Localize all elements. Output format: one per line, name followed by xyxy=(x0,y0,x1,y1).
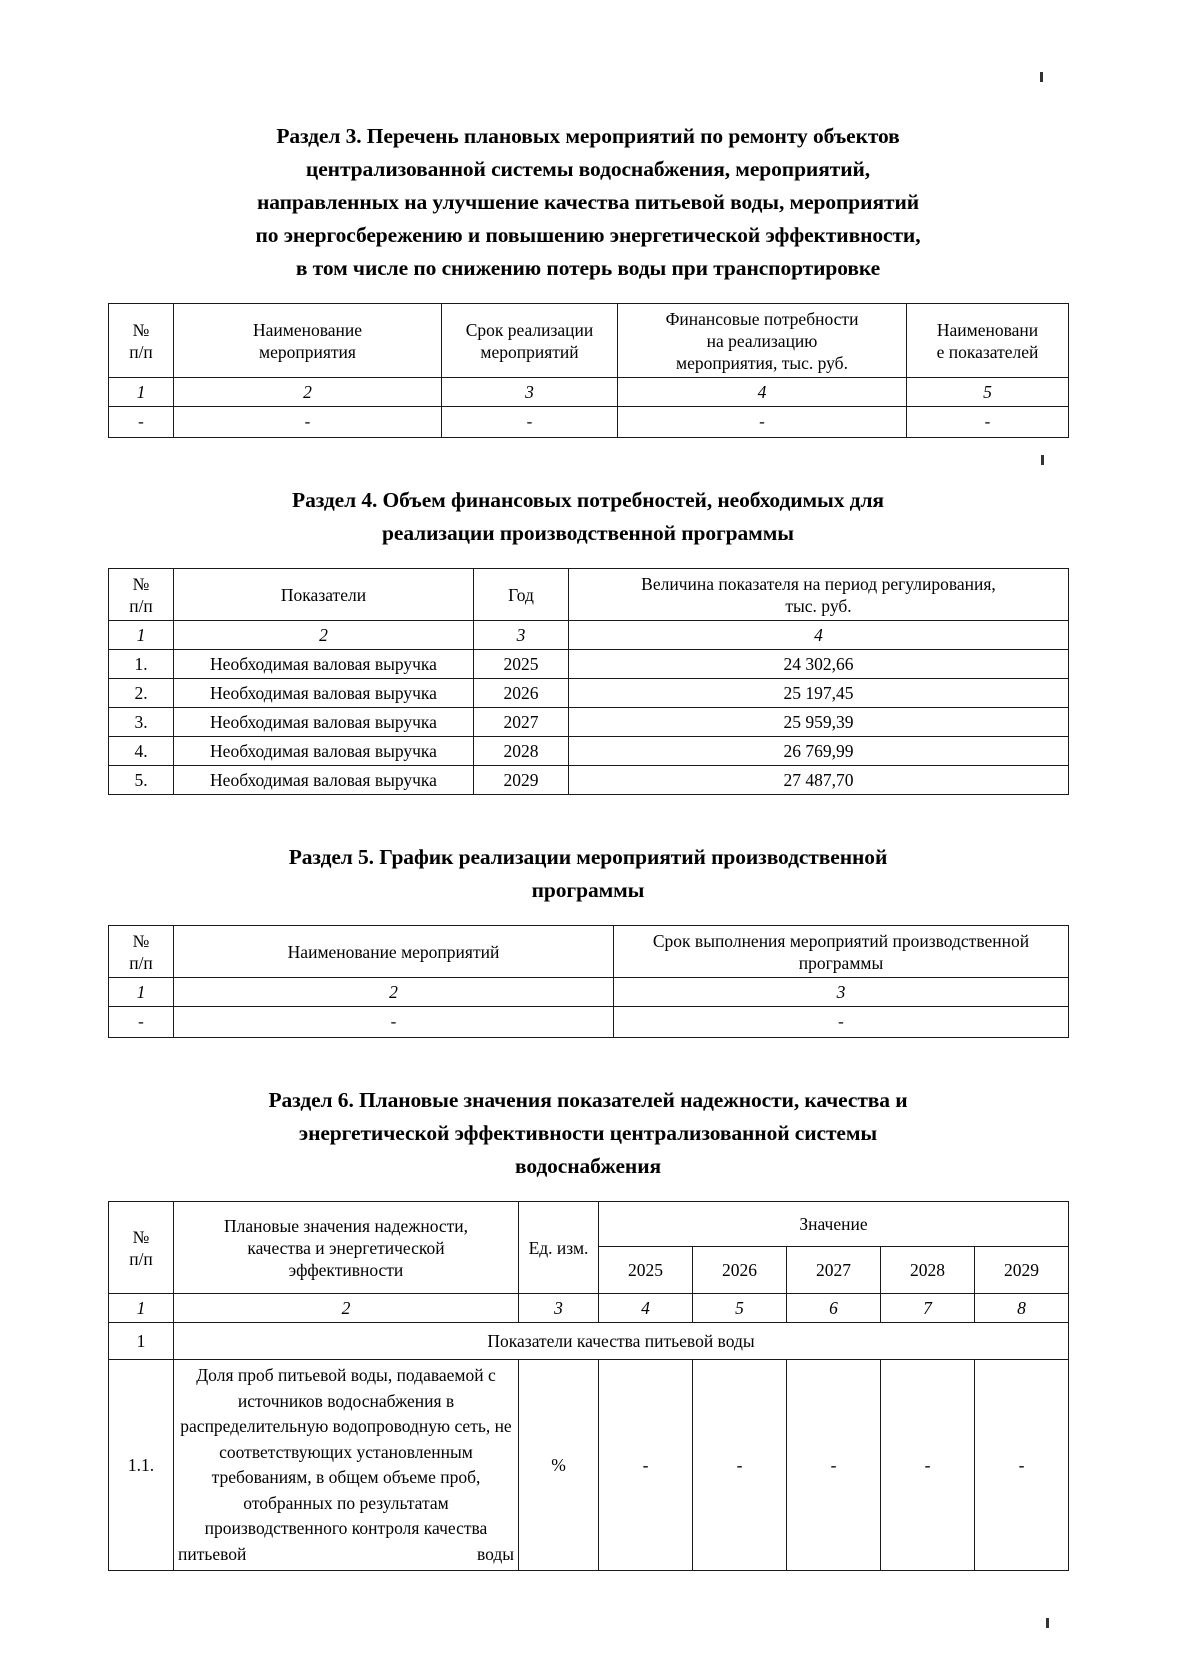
section6-heading-line-1: Раздел 6. Плановые значения показателей надежности, качества и xyxy=(268,1088,908,1112)
header-planned-line2: качества и энергетической xyxy=(247,1237,445,1258)
header-cell-unit: Ед. изм. xyxy=(519,1202,599,1294)
header-indicators-line1: Наименовани xyxy=(936,319,1039,340)
header-finance-line1: Финансовые потребности xyxy=(665,308,859,329)
table-header-row xyxy=(109,569,1069,621)
table-row xyxy=(109,1360,1069,1571)
table-header-row xyxy=(109,304,1069,378)
table-numbering-row xyxy=(109,978,1069,1007)
header-cell-no xyxy=(109,1202,174,1294)
section5-heading-line-2: программы xyxy=(531,878,645,902)
row-indicator: Необходимая валовая выручка xyxy=(174,679,474,708)
section6-table xyxy=(108,1201,1069,1571)
section4-heading-line-2: реализации производственной программы xyxy=(382,521,794,545)
table-numbering-row xyxy=(109,378,1069,407)
spacer xyxy=(108,1038,1068,1084)
numbering-cell: 3 xyxy=(519,1294,599,1323)
section3-table xyxy=(108,303,1069,438)
header-finance-line3: мероприятия, тыс. руб. xyxy=(676,352,848,373)
header-term-line1: Срок реализации xyxy=(465,319,594,340)
row-value: 27 487,70 xyxy=(569,766,1069,795)
numbering-cell: 1 xyxy=(109,378,174,407)
table-numbering-row xyxy=(109,621,1069,650)
group-row-label: Показатели качества питьевой воды xyxy=(174,1323,1069,1360)
row-indicator: Необходимая валовая выручка xyxy=(174,708,474,737)
spacer xyxy=(108,438,1068,484)
table-header-row-top xyxy=(109,1202,1069,1247)
table-header-row xyxy=(109,926,1069,978)
row-value-2027: - xyxy=(787,1360,881,1571)
numbering-cell: 2 xyxy=(174,621,474,650)
section5-table xyxy=(108,925,1069,1038)
header-name-line2: мероприятия xyxy=(259,341,356,362)
header-cell-year: Год xyxy=(474,569,569,621)
numbering-cell: 4 xyxy=(569,621,1069,650)
section3-heading-line-2: централизованной системы водоснабжения, мероприятий, xyxy=(305,157,871,181)
table-row xyxy=(109,708,1069,737)
table-row xyxy=(109,766,1069,795)
table-row xyxy=(109,650,1069,679)
row-indicator: Необходимая валовая выручка xyxy=(174,737,474,766)
header-no-sub-label: п/п xyxy=(129,595,153,616)
header-name-line1: Наименование xyxy=(252,319,363,340)
header-no-label: № xyxy=(132,1226,150,1247)
header-no-label: № xyxy=(132,319,150,340)
header-cell-finance xyxy=(618,304,907,378)
section3-heading-line-3: направленных на улучшение качества питьевой воды, мероприятий xyxy=(256,190,920,214)
row-number: 2. xyxy=(109,679,174,708)
table-numbering-row xyxy=(109,1294,1069,1323)
row-number: 3. xyxy=(109,708,174,737)
row-value-2026: - xyxy=(693,1360,787,1571)
numbering-cell: 2 xyxy=(174,978,614,1007)
spacer xyxy=(108,795,1068,841)
table-cell: - xyxy=(109,1007,174,1038)
numbering-cell: 2 xyxy=(174,1294,519,1323)
scan-artifact xyxy=(1040,72,1043,82)
section3-heading-line-5: в том числе по снижению потерь воды при транспортировке xyxy=(295,256,881,280)
header-term-line2: программы xyxy=(798,952,884,973)
header-cell-planned-values xyxy=(174,1202,519,1294)
numbering-cell: 1 xyxy=(109,1294,174,1323)
document-content xyxy=(108,120,1068,1571)
numbering-cell: 3 xyxy=(442,378,618,407)
numbering-cell: 2 xyxy=(174,378,442,407)
table-row xyxy=(109,407,1069,438)
row-number: 5. xyxy=(109,766,174,795)
numbering-cell: 3 xyxy=(614,978,1069,1007)
section3-heading xyxy=(108,120,1068,285)
section3-heading-line-1: Раздел 3. Перечень плановых мероприятий по ремонту объектов xyxy=(276,124,900,148)
table-cell: - xyxy=(109,407,174,438)
row-value-2029: - xyxy=(975,1360,1069,1571)
row-year: 2028 xyxy=(474,737,569,766)
header-year-2029: 2029 xyxy=(975,1247,1069,1294)
header-year-2027: 2027 xyxy=(787,1247,881,1294)
numbering-cell: 1 xyxy=(109,621,174,650)
row-value: 24 302,66 xyxy=(569,650,1069,679)
section6-heading xyxy=(108,1084,1068,1183)
section6-heading-line-2: энергетической эффективности централизованной системы xyxy=(298,1121,878,1145)
header-cell-indicators xyxy=(907,304,1069,378)
header-cell-indicators: Показатели xyxy=(174,569,474,621)
header-term-line2: мероприятий xyxy=(480,341,579,362)
section4-heading xyxy=(108,484,1068,550)
numbering-cell: 3 xyxy=(474,621,569,650)
row-indicator: Доля проб питьевой воды, подаваемой с источников водоснабжения в распределительную водопроводную сеть, не соответствующих установленным требованиям, в общем объеме проб, отобранных по результатам производственного контроля качества питьевой воды xyxy=(174,1360,519,1571)
header-value-line1: Величина показателя на период регулирования, xyxy=(641,573,996,594)
row-value: 25 197,45 xyxy=(569,679,1069,708)
numbering-cell: 8 xyxy=(975,1294,1069,1323)
header-cell-no xyxy=(109,569,174,621)
table-cell: - xyxy=(174,407,442,438)
numbering-cell: 4 xyxy=(618,378,907,407)
row-value: 26 769,99 xyxy=(569,737,1069,766)
section6-heading-line-3: водоснабжения xyxy=(514,1154,662,1178)
row-indicator: Необходимая валовая выручка xyxy=(174,650,474,679)
header-year-2026: 2026 xyxy=(693,1247,787,1294)
numbering-cell: 1 xyxy=(109,978,174,1007)
header-cell-no xyxy=(109,304,174,378)
row-number: 4. xyxy=(109,737,174,766)
section3-heading-line-4: по энергосбережению и повышению энергетической эффективности, xyxy=(255,223,921,247)
header-no-sub-label: п/п xyxy=(129,1248,153,1269)
section4-table xyxy=(108,568,1069,795)
row-value-2028: - xyxy=(881,1360,975,1571)
header-year-2025: 2025 xyxy=(599,1247,693,1294)
row-year: 2025 xyxy=(474,650,569,679)
row-year: 2029 xyxy=(474,766,569,795)
header-indicators-line2: е показателей xyxy=(936,341,1039,362)
numbering-cell: 5 xyxy=(693,1294,787,1323)
header-planned-line3: эффективности xyxy=(288,1259,404,1280)
row-unit: % xyxy=(519,1360,599,1571)
header-finance-line2: на реализацию xyxy=(706,330,818,351)
header-value-line2: тыс. руб. xyxy=(785,595,852,616)
header-cell-name xyxy=(174,304,442,378)
header-no-sub-label: п/п xyxy=(129,341,153,362)
table-cell: - xyxy=(907,407,1069,438)
table-cell: - xyxy=(174,1007,614,1038)
row-indicator: Необходимая валовая выручка xyxy=(174,766,474,795)
numbering-cell: 7 xyxy=(881,1294,975,1323)
header-term-line1: Срок выполнения мероприятий производственной xyxy=(652,930,1030,951)
numbering-cell: 4 xyxy=(599,1294,693,1323)
table-cell: - xyxy=(614,1007,1069,1038)
section5-heading-line-1: Раздел 5. График реализации мероприятий производственной xyxy=(288,845,888,869)
numbering-cell: 5 xyxy=(907,378,1069,407)
header-year-2028: 2028 xyxy=(881,1247,975,1294)
header-cell-term xyxy=(442,304,618,378)
row-number: 1. xyxy=(109,650,174,679)
row-value: 25 959,39 xyxy=(569,708,1069,737)
group-row-number: 1 xyxy=(109,1323,174,1360)
table-cell: - xyxy=(618,407,907,438)
header-cell-name: Наименование мероприятий xyxy=(174,926,614,978)
header-cell-no xyxy=(109,926,174,978)
table-cell: - xyxy=(442,407,618,438)
section4-heading-line-1: Раздел 4. Объем финансовых потребностей, необходимых для xyxy=(292,488,884,512)
numbering-cell: 6 xyxy=(787,1294,881,1323)
header-no-label: № xyxy=(132,930,150,951)
table-row xyxy=(109,1007,1069,1038)
table-group-row xyxy=(109,1323,1069,1360)
scan-artifact xyxy=(1046,1618,1049,1628)
row-year: 2026 xyxy=(474,679,569,708)
header-cell-value-group: Значение xyxy=(599,1202,1069,1247)
header-cell-term xyxy=(614,926,1069,978)
row-year: 2027 xyxy=(474,708,569,737)
row-value-2025: - xyxy=(599,1360,693,1571)
row-number: 1.1. xyxy=(109,1360,174,1571)
header-planned-line1: Плановые значения надежности, xyxy=(223,1215,469,1236)
table-row xyxy=(109,737,1069,766)
header-no-label: № xyxy=(132,573,150,594)
header-no-sub-label: п/п xyxy=(129,952,153,973)
section5-heading xyxy=(108,841,1068,907)
header-cell-value xyxy=(569,569,1069,621)
table-row xyxy=(109,679,1069,708)
